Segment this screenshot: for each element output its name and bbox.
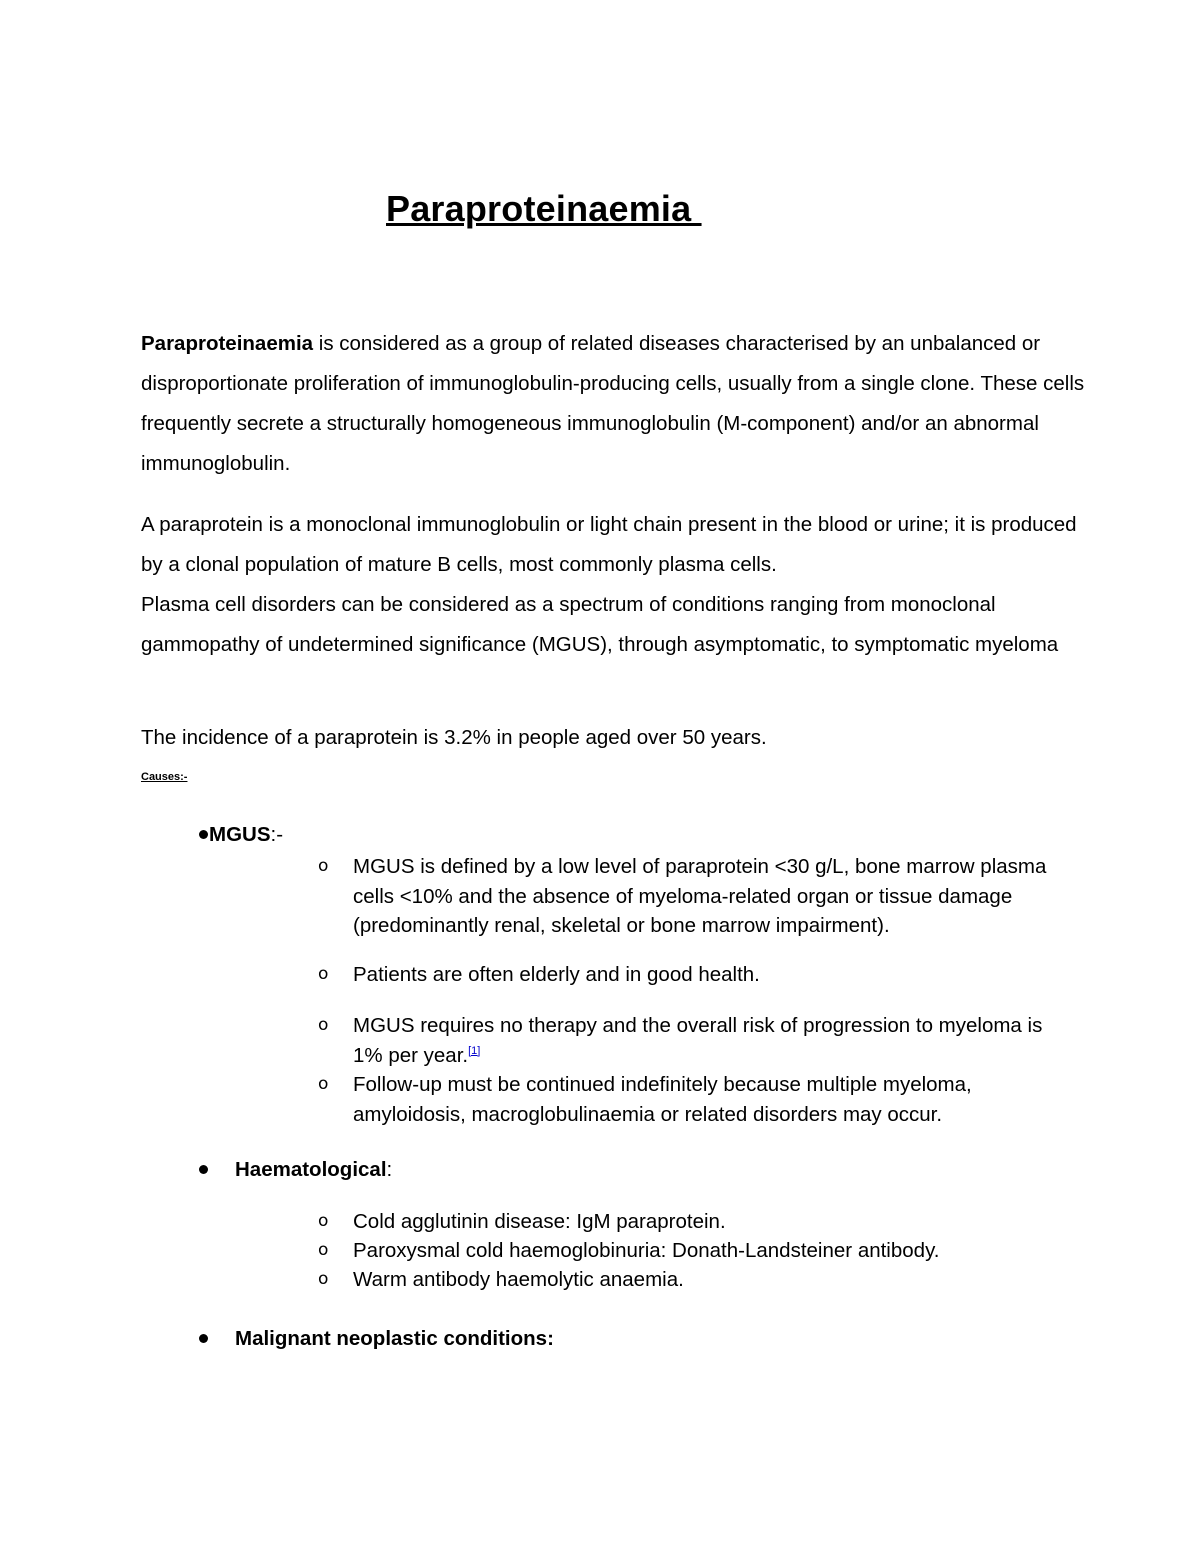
list-item-text: Cold agglutinin disease: IgM paraprotein. — [353, 1210, 726, 1233]
circle-bullet-icon: o — [318, 1240, 329, 1260]
paraprotein-definition-paragraph: A paraprotein is a monoclonal immunoglobulin or light chain present in the blood or urine; it is produced by a clonal population of mature B cells, most commonly plasma cells. — [141, 513, 1077, 576]
circle-bullet-icon: o — [318, 1211, 329, 1231]
intro-text: is considered as a group of related diseases characterised by an unbalanced or disproportionate proliferation of immunoglobulin-producing cells, usually from a single clone. These cells frequently secrete a structurally homogeneous immunoglobulin (M-component) and/or an abnormal immunoglobulin. — [141, 332, 1085, 475]
list-item-body: MGUS requires no therapy and the overall risk of progression to myeloma is 1% per year. — [353, 1014, 1043, 1067]
list-item-text: Follow-up must be continued indefinitely because multiple myeloma, amyloidosis, macroglobulinaemia or related disorders may occur. — [353, 1073, 972, 1126]
page-title: Paraproteinaemia — [386, 188, 702, 229]
list-item-text — [353, 1011, 1073, 1070]
mgus-heading-suffix: :- — [270, 823, 284, 846]
malignant-heading-label: Malignant neoplastic conditions: — [235, 1327, 554, 1350]
intro-paragraph — [141, 324, 1091, 484]
circle-bullet-icon: o — [318, 1269, 329, 1289]
intro-lead-term: Paraproteinaemia — [141, 332, 314, 355]
mgus-heading-label: MGUS — [209, 823, 271, 846]
circle-bullet-icon: o — [318, 1074, 329, 1094]
list-item-text: MGUS is defined by a low level of paraprotein <30 g/L, bone marrow plasma cells <10% and the absence of myeloma-related organ or tissue damage (predominantly renal, skeletal or bone marrow impairment). — [353, 855, 1047, 937]
circle-bullet-icon: o — [318, 1015, 329, 1035]
list-item-text: Warm antibody haemolytic anaemia. — [353, 1268, 684, 1291]
haematological-heading — [235, 1156, 392, 1184]
circle-bullet-icon: o — [318, 964, 329, 984]
footnote-ref-link[interactable]: [1] — [468, 1044, 481, 1057]
list-item-text: Paroxysmal cold haemoglobinuria: Donath-Landsteiner antibody. — [353, 1239, 940, 1262]
mgus-heading — [209, 821, 283, 849]
circle-bullet-icon: o — [318, 856, 329, 876]
incidence-paragraph: The incidence of a paraprotein is 3.2% in people aged over 50 years. — [141, 726, 767, 749]
haematological-heading-suffix: : — [386, 1158, 393, 1181]
plasma-cell-disorders-paragraph: Plasma cell disorders can be considered as a spectrum of conditions ranging from monoclonal gammopathy of undetermined significance (MGUS), through asymptomatic, to symptomatic myeloma — [141, 593, 1059, 656]
bullet-dot-icon — [199, 1334, 208, 1343]
causes-heading: Causes:- — [141, 771, 188, 783]
list-item-text: Patients are often elderly and in good health. — [353, 963, 760, 986]
bullet-dot-icon — [199, 830, 208, 839]
haematological-heading-label: Haematological — [235, 1158, 387, 1181]
bullet-dot-icon — [199, 1165, 208, 1174]
malignant-heading — [235, 1325, 554, 1353]
